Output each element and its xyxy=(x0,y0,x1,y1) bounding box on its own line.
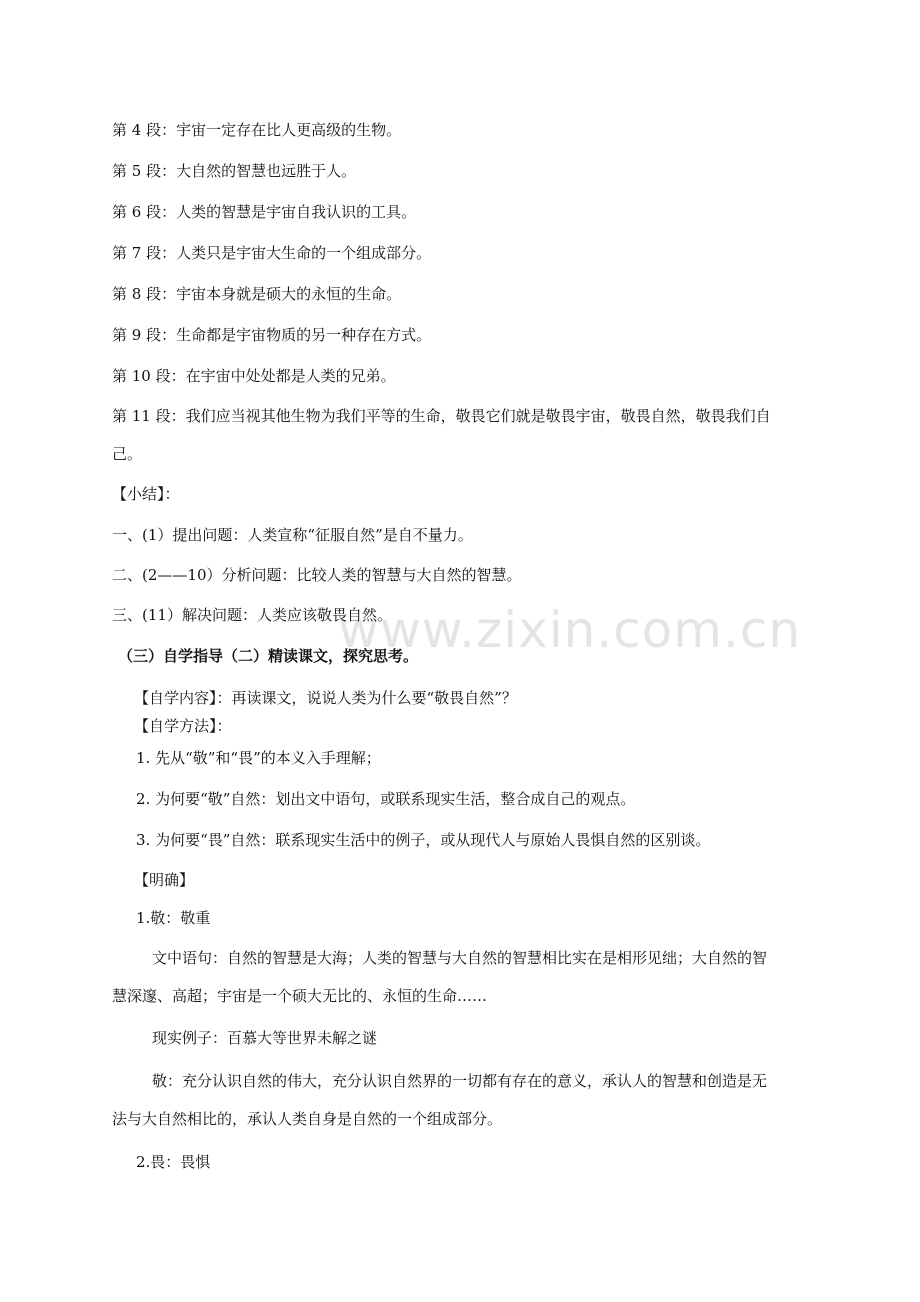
real-example: 现实例子：百慕大等世界未解之谜 xyxy=(152,1029,378,1047)
paragraph-11-summary-line1: 第 11 段：我们应当视其他生物为我们平等的生命，敬畏它们就是敬畏宇宙，敬畏自然，敬畏我们自 xyxy=(112,407,771,425)
text-quote-line1: 文中语句：自然的智慧是大海；人类的智慧与大自然的智慧相比实在是相形见绌；大自然的智 xyxy=(152,949,768,967)
summary-item-1: 一、(1）提出问题：人类宣称“征服自然”是自不量力。 xyxy=(112,526,473,544)
paragraph-11-summary-line2: 己。 xyxy=(112,445,143,463)
summary-heading: 【小结】： xyxy=(112,485,180,503)
summary-item-2: 二、(2——10）分析问题：比较人类的智慧与大自然的智慧。 xyxy=(112,566,522,584)
text-quote-line2: 慧深邃、高超；宇宙是一个硕大无比的、永恒的生命…… xyxy=(112,987,488,1005)
paragraph-4-summary: 第 4 段：宇宙一定存在比人更高级的生物。 xyxy=(112,121,402,139)
paragraph-6-summary: 第 6 段：人类的智慧是宇宙自我认识的工具。 xyxy=(112,203,417,221)
watermark: www.zixin.com.cn xyxy=(338,601,802,659)
paragraph-5-summary: 第 5 段：大自然的智慧也远胜于人。 xyxy=(112,162,357,180)
self-study-content: 【自学内容】：再读课文，说说人类为什么要“敬畏自然”？ xyxy=(134,689,517,707)
jing-explanation-line2: 法与大自然相比的，承认人类自身是自然的一个组成部分。 xyxy=(112,1110,503,1128)
method-item-2: 2. 为何要“敬”自然：划出文中语句，或联系现实生活，整合成自己的观点。 xyxy=(136,790,636,808)
jing-explanation-line1: 敬：充分认识自然的伟大，充分认识自然界的一切都有存在的意义，承认人的智慧和创造是无 xyxy=(152,1072,768,1090)
self-study-method-heading: 【自学方法】： xyxy=(134,717,232,735)
paragraph-10-summary: 第 10 段：在宇宙中处处都是人类的兄弟。 xyxy=(112,367,396,385)
section-3-heading: （三）自学指导（二）精读课文，探究思考。 xyxy=(118,647,419,665)
wei-title: 2.畏：畏惧 xyxy=(136,1153,211,1171)
method-item-1: 1. 先从“敬”和“畏”的本义入手理解； xyxy=(136,749,381,767)
clarify-heading: 【明确】 xyxy=(134,871,195,889)
summary-item-3: 三、(11）解决问题：人类应该敬畏自然。 xyxy=(112,606,392,624)
method-item-3: 3. 为何要“畏”自然：联系现实生活中的例子，或从现代人与原始人畏惧自然的区别谈。 xyxy=(136,831,711,849)
jing-title: 1.敬：敬重 xyxy=(136,909,211,927)
paragraph-8-summary: 第 8 段：宇宙本身就是硕大的永恒的生命。 xyxy=(112,285,402,303)
paragraph-9-summary: 第 9 段：生命都是宇宙物质的另一种存在方式。 xyxy=(112,326,432,344)
paragraph-7-summary: 第 7 段：人类只是宇宙大生命的一个组成部分。 xyxy=(112,244,432,262)
